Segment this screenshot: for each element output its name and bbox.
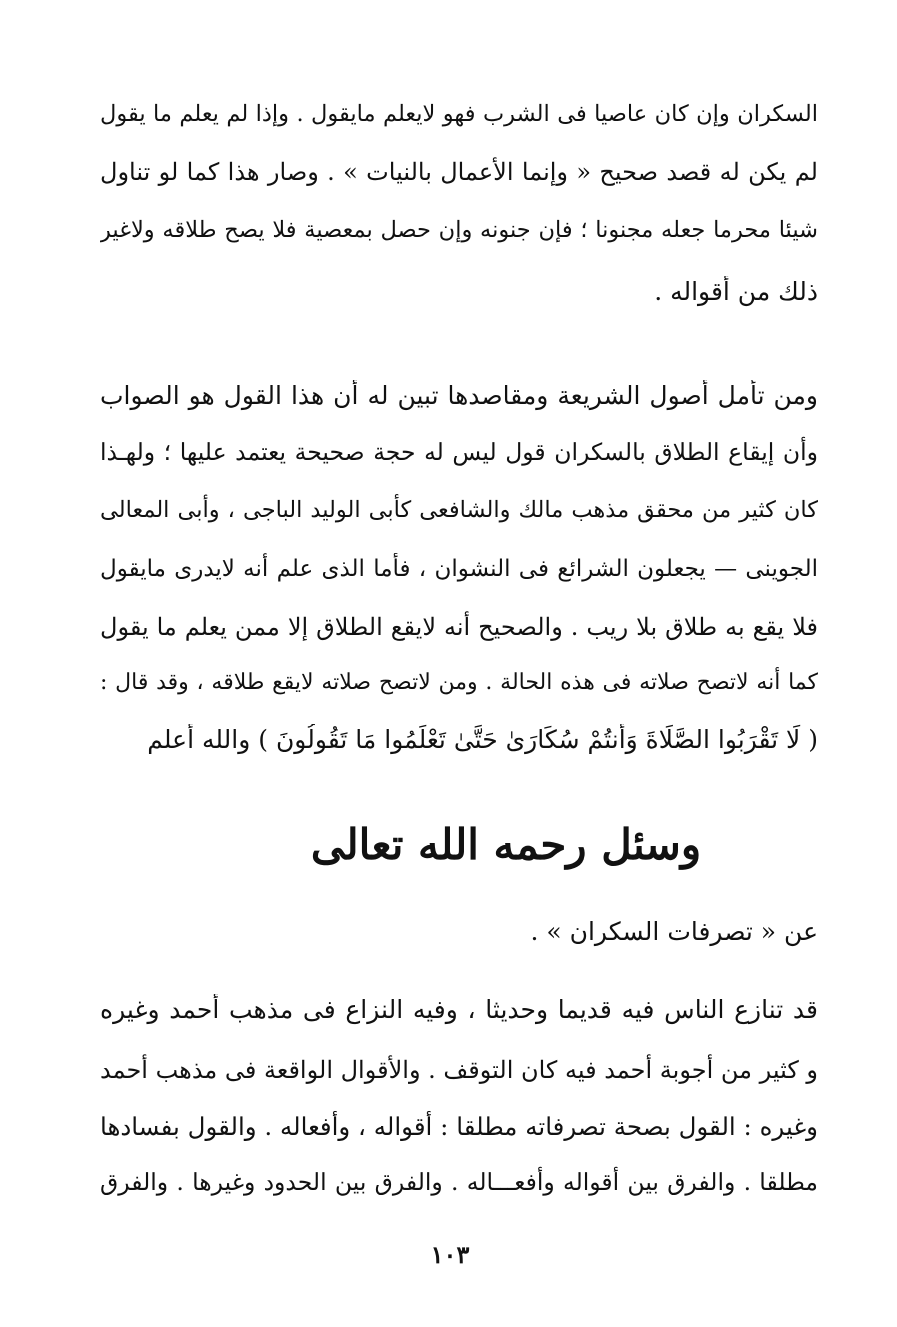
text-line: وأن إيقاع الطلاق بالسكران قول ليس له حجة صحيحة يعتمد عليها ؛ ولهـذا [100, 438, 818, 466]
text-line: الجوينى — يجعلون الشرائع فى النشوان ، فأما الذى علم أنه لايدرى مايقول [100, 556, 818, 582]
text-line: فلا يقع به طلاق بلا ريب . والصحيح أنه لايقع الطلاق إلا ممن يعلم ما يقول [100, 613, 818, 641]
text-line: شيئا محرما جعله مجنونا ؛ فإن جنونه وإن حصل بمعصية فلا يصح طلاقه ولاغير [100, 217, 818, 243]
text-line: السكران وإن كان عاصيا فى الشرب فهو لايعلم مايقول . وإذا لم يعلم ما يقول [100, 101, 818, 127]
page-number: ١٠٣ [430, 1240, 470, 1269]
text-line: قد تنازع الناس فيه قديما وحديثا ، وفيه النزاع فى مذهب أحمد وغيره [100, 995, 818, 1024]
text-line: وغيره : القول بصحة تصرفاته مطلقا : أقواله ، وأفعاله . والقول بفسادها [100, 1112, 818, 1141]
section-heading: وسئل رحمه الله تعالى [310, 820, 702, 869]
text-line: كما أنه لاتصح صلاته فى هذه الحالة . ومن لاتصح صلاته لايقع طلاقه ، وقد قال : [100, 670, 818, 695]
text-line: لم يكن له قصد صحيح « وإنما الأعمال بالنيات » . وصار هذا كما لو تناول [100, 158, 818, 186]
text-line: كان كثير من محقق مذهب مالك والشافعى كأبى الوليد الباجى ، وأبى المعالى [100, 497, 818, 523]
text-line: ذلك من أقواله . [654, 277, 818, 306]
text-line: ومن تأمل أصول الشريعة ومقاصدها تبين له أن هذا القول هو الصواب [100, 381, 818, 410]
question-line: عن « تصرفات السكران » . [530, 917, 818, 946]
text-line: و كثير من أجوبة أحمد فيه كان التوقف . والأقوال الواقعة فى مذهب أحمد [100, 1056, 818, 1084]
quran-verse-line: ( لَا تَقْرَبُوا الصَّلَاةَ وَأَنتُمْ سُكَارَىٰ حَتَّىٰ تَعْلَمُوا مَا تَقُولُونَ ) والله أعلم [147, 725, 818, 754]
text-line: مطلقا . والفرق بين أقواله وأفعـــاله . والفرق بين الحدود وغيرها . والفرق [100, 1168, 818, 1196]
